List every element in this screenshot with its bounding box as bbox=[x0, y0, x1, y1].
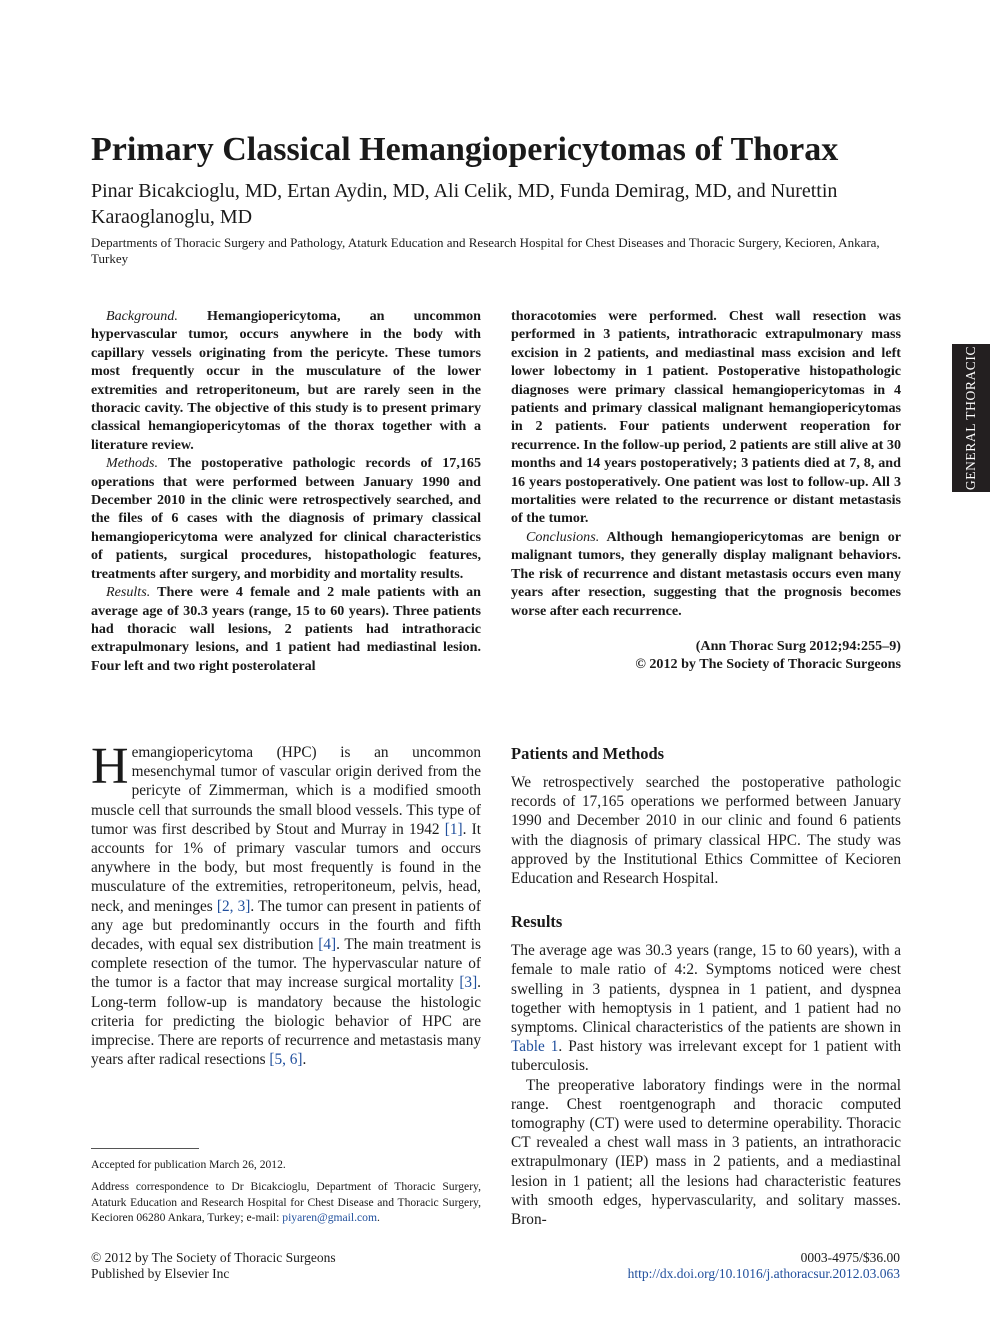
methods-text: The postoperative pathologic records of 17,165 operations that were performed between January 1990 and December 2010 in the clinic were retrospectively searched, and the files of 6 cases with the diagnosis of primary classical hemangiopericytoma were analyzed for clinical characteristics of patients, surgical procedures, histopathologic features, treatments after surgery, and morbidity and mortality results. bbox=[91, 455, 481, 582]
author-list: Pinar Bicakcioglu, MD, Ertan Aydin, MD, Ali Celik, MD, Funda Demirag, MD, and Nurettin Karaoglanoglu, MD bbox=[91, 180, 838, 228]
doi-link[interactable]: http://dx.doi.org/10.1016/j.athoracsur.2012.03.063 bbox=[627, 1265, 900, 1281]
conclusions-label: Conclusions. bbox=[526, 528, 600, 545]
results-label: Results. bbox=[106, 584, 151, 601]
page-footer-right bbox=[628, 1250, 900, 1281]
patients-methods-heading: Patients and Methods bbox=[511, 744, 665, 763]
correspondence-address bbox=[91, 1179, 481, 1225]
main-right-column bbox=[511, 743, 901, 1229]
results-paragraph-2: The preoperative laboratory findings were in the normal range. Chest roentgenograph and thoracic computed tomography (CT) were used to determine operability. Thoracic CT revealed a chest wall mass in 3 patients, an intrathoracic extrapulmonary (IEP) mass in 2 patients, and a mediastinal lesion in 1 patient; all the lesions had characteristic features with smooth edges, hypervascularity, and solitary masses. Bron- bbox=[511, 1076, 901, 1229]
address-text: Address correspondence to Dr Bicakcioglu, Department of Thoracic Surgery, Ataturk Education and Research Hospital for Chest Disease and Thoracic Surgery, Kecioren 06280 Ankara, Turkey; e-mail: bbox=[91, 1180, 481, 1224]
conclusions-text: Although hemangiopericytomas are benign or malignant tumors, they generally display malignant behaviors. The risk of recurrence and distant metastasis occurs even many years after resection, suggesting that the prognosis becomes worse after each recurrence. bbox=[511, 528, 901, 619]
abstract-citation bbox=[511, 637, 901, 674]
citation-journal: (Ann Thorac Surg 2012;94:255–9) bbox=[695, 637, 901, 654]
abstract-results-continued: thoracotomies were performed. Chest wall resection was performed in 3 patients, intrathoracic extrapulmonary mass excision in 2 patients, and mediastinal mass excision and left lower lobectomy in 1 patient. Postoperative histopathologic diagnoses were primary classical hemangiopericytomas in 4 patients and primary classical malignant hemangiopericytomas in 2 patients. Four patients underwent reoperation for recurrence. In the follow-up period, 2 patients are still alive at 30 months and 14 years postoperatively; 3 patients died at 7, 8, and 16 years postoperatively. One patient was lost to follow-up. All 3 mortalities were related to the recurrence or distant metastasis of the tumor. bbox=[511, 308, 901, 527]
results-paragraph-1 bbox=[511, 941, 901, 1075]
abstract-methods bbox=[91, 454, 481, 583]
results-text-b: . Past history was irrelevant except for 1 patient with tuberculosis. bbox=[511, 1038, 901, 1075]
affiliation: Departments of Thoracic Surgery and Pathology, Ataturk Education and Research Hospital for Chest Diseases and Thoracic Surgery, Kecioren, Ankara, Turkey bbox=[91, 235, 880, 266]
table-1-link[interactable]: Table 1 bbox=[511, 1038, 559, 1056]
patients-methods-text: We retrospectively searched the postoperative pathologic records of 17,165 operations we performed between January 1990 and December 2010 in our clinic and found 6 patients with the diagnosis of primary classical HPC. The study was approved by the Institutional Ethics Committee of Kecioren Education and Research Hospital. bbox=[511, 774, 901, 888]
reference-link-4[interactable]: [4] bbox=[318, 936, 337, 954]
results-heading: Results bbox=[511, 912, 563, 932]
intro-text-6: . bbox=[302, 1051, 307, 1069]
intro-column bbox=[91, 738, 482, 1069]
methods-label: Methods. bbox=[106, 455, 159, 472]
article-title: Primary Classical Hemangiopericytomas of Thorax bbox=[91, 131, 839, 168]
footnotes bbox=[91, 1157, 481, 1232]
reference-link-5-6[interactable]: [5, 6] bbox=[269, 1051, 303, 1069]
footer-publisher: Published by Elsevier Inc bbox=[91, 1265, 230, 1281]
reference-link-1[interactable]: [1] bbox=[444, 820, 463, 838]
intro-text-2: . It accounts for 1% of primary vascular tumors and occurs anywhere in the body, but most frequently is found in the musculature of the extremities, retroperitoneum, pelvis, head, neck, and meninges bbox=[91, 820, 481, 915]
footnote-divider bbox=[91, 1148, 199, 1149]
section-tab-label: GENERAL THORACIC bbox=[963, 345, 978, 491]
citation-copyright: © 2012 by The Society of Thoracic Surgeons bbox=[635, 656, 901, 673]
intro-paragraph bbox=[91, 738, 482, 1069]
abstract-results bbox=[91, 583, 481, 675]
email-link[interactable]: piyaren@gmail.com bbox=[282, 1210, 377, 1224]
reference-link-3[interactable]: [3] bbox=[459, 974, 478, 992]
abstract-right-column bbox=[511, 307, 901, 674]
footer-issn: 0003-4975/$36.00 bbox=[800, 1250, 900, 1265]
abstract-conclusions bbox=[511, 528, 901, 620]
address-end: . bbox=[376, 1210, 380, 1224]
intro-text-3: . The tumor can present in patients of any age but predominantly occurs in the fourth and fifth decades, with equal sex distribution bbox=[91, 897, 482, 954]
drop-cap: H bbox=[91, 738, 129, 795]
abstract-background bbox=[91, 307, 481, 454]
footer-copyright: © 2012 by The Society of Thoracic Surgeons bbox=[91, 1250, 336, 1265]
reference-link-2-3[interactable]: [2, 3] bbox=[216, 897, 251, 915]
results-text: There were 4 female and 2 male patients with an average age of 30.3 years (range, 15 to 60 years). Three patients had thoracic wall lesions, 2 patients had intrathoracic extrapulmonary lesions, and 1 patient had mediastinal lesion. Four left and two right posterolateral bbox=[91, 584, 481, 674]
intro-text-5: . Long-term follow-up is mandatory because the histologic criteria for predicting the biologic behavior of HPC are imprecise. There are reports of recurrence and metastasis many years after radical resections bbox=[91, 974, 481, 1069]
abstract-left-column bbox=[91, 307, 481, 675]
intro-text-4: . The main treatment is complete resection of the tumor. The hypervascular nature of the tumor is a factor that may increase surgical mortality bbox=[91, 936, 481, 992]
page-footer-left bbox=[91, 1250, 336, 1281]
intro-text-1: emangiopericytoma (HPC) is an uncommon mesenchymal tumor of vascular origin derived from the pericyte of Zimmerman, which is a modified smooth muscle cell that surrounds the small blood vessels. This type of tumor was first described by Stout and Murray in 1942 bbox=[91, 744, 481, 838]
section-tab bbox=[952, 344, 990, 492]
background-text: Hemangiopericytoma, an uncommon hypervascular tumor, occurs anywhere in the body with capillary vessels originating from the pericyte. These tumors most frequently occur in the musculature of the lower extremities and retroperitoneum, but are rarely seen in the thoracic cavity. The objective of this study is to present primary classical hemangiopericytomas of the thorax together with a literature review. bbox=[91, 308, 481, 453]
accepted-date: Accepted for publication March 26, 2012. bbox=[91, 1158, 286, 1171]
background-label: Background. bbox=[106, 308, 178, 324]
results-text-a: The average age was 30.3 years (range, 15 to 60 years), with a female to male ratio of 4:2. Symptoms noticed were chest swelling in 3 patients, dyspnea in 1 patient, and dyspnea together with hemoptysis in 1 patient, and 1 patient had no symptoms. Clinical characteristics of the patients are shown in bbox=[511, 942, 901, 1037]
